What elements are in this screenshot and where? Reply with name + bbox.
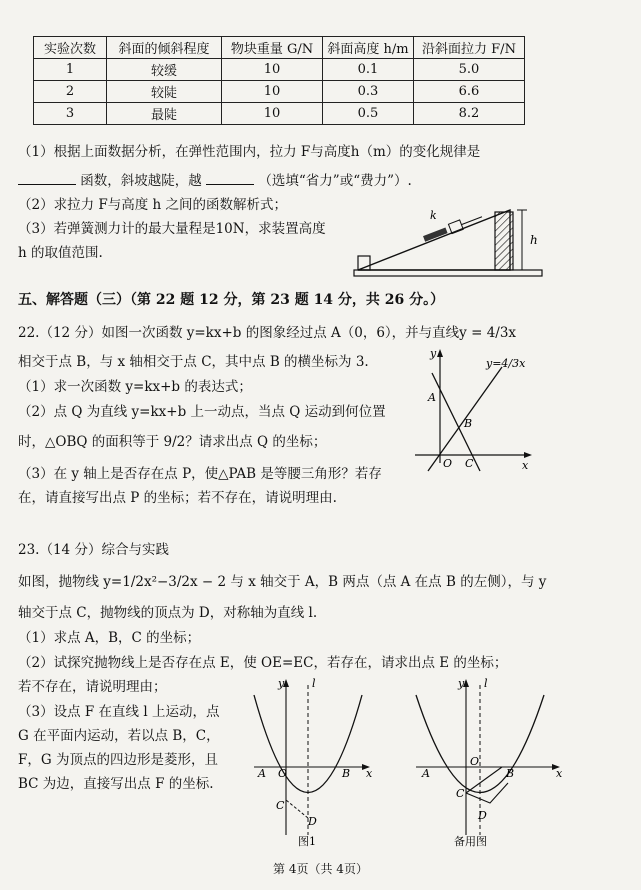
fig-y-label: y	[278, 677, 285, 690]
table-cell: 0.3	[323, 81, 414, 103]
table-cell: 2	[34, 81, 107, 103]
fig-x-label: x	[366, 767, 373, 780]
answer-blank[interactable]	[206, 170, 254, 185]
fig-point-a: A	[428, 391, 436, 404]
fig-line-label: y=4/3x	[486, 357, 526, 370]
parabola-figure-1	[250, 675, 375, 850]
fig-caption: 图1	[298, 835, 316, 848]
q22-line-3: （1）求一次函数 y=kx+b 的表达式；	[18, 379, 252, 395]
table-cell: 0.5	[323, 103, 414, 125]
table-row	[34, 59, 525, 81]
fig-y-label: y	[430, 347, 437, 360]
q23-line-10: BC 为边，直接写出点 F 的坐标.	[18, 776, 214, 792]
table-row	[34, 81, 525, 103]
table-row	[34, 103, 525, 125]
fig-l-label: l	[312, 677, 316, 690]
fig-point-c: C	[465, 457, 474, 470]
fig-x-label: x	[522, 459, 529, 472]
q23-line-5: （2）试探究抛物线上是否存在点 E，使 OE=EC，若存在，请求出点 E 的坐标；	[18, 655, 508, 671]
table-cell: 1	[34, 59, 107, 81]
fig-point-a: A	[422, 767, 430, 780]
table-header: 斜面高度 h/m	[323, 37, 414, 59]
fig-point-o: O	[443, 457, 453, 470]
fig-point-c: C	[276, 799, 285, 812]
fig-x-label: x	[556, 767, 563, 780]
q21-line-2a: 函数，斜坡越陡，越	[80, 173, 202, 189]
table-cell: 6.6	[414, 81, 525, 103]
table-cell: 较陡	[107, 81, 222, 103]
q21-line-3: （2）求拉力 F与高度 h 之间的函数解析式；	[18, 197, 288, 213]
fig-point-b: B	[464, 417, 473, 430]
q23-line-7: （3）设点 F 在直线 l 上运动，点	[18, 704, 220, 720]
q23-line-6: 若不存在，请说明理由；	[18, 679, 167, 695]
q21-line-5: h 的取值范围.	[18, 245, 103, 261]
fig-point-d: D	[478, 809, 487, 822]
fig-point-o: O	[278, 767, 288, 780]
answer-blank[interactable]	[18, 170, 76, 185]
q23-line-2: 如图，抛物线 y=1/2x²−3/2x − 2 与 x 轴交于 A，B 两点（点 A 在点 B 的左侧），与 y	[18, 574, 547, 590]
table-header: 沿斜面拉力 F/N	[414, 37, 525, 59]
page-number: 第 4页（共 4页）	[273, 862, 368, 876]
fig-point-d: D	[308, 815, 317, 828]
table-header-row	[34, 37, 525, 59]
q21-line-2	[18, 170, 412, 191]
q23-line-3: 轴交于点 C，抛物线的顶点为 D，对称轴为直线 l.	[18, 605, 318, 621]
q23-line-9: F，G 为顶点的四边形是菱形，且	[18, 752, 218, 768]
q22-line-1: 22.（12 分）如图一次函数 y=kx+b 的图象经过点 A（0，6），并与直线y = 4/3x	[18, 325, 517, 341]
fig-y-label: y	[458, 677, 465, 690]
table-cell: 10	[222, 103, 323, 125]
fig-caption: 备用图	[454, 835, 487, 848]
q22-line-7: 在，请直接写出点 P 的坐标；若不存在，请说明理由.	[18, 490, 337, 506]
fig-point-o: O	[470, 755, 480, 768]
incline-figure	[350, 192, 550, 282]
fig-l-label: l	[484, 677, 488, 690]
fig-label-h: h	[530, 233, 538, 247]
fig-point-b: B	[506, 767, 515, 780]
table-header: 斜面的倾斜程度	[107, 37, 222, 59]
table-header: 物块重量 G/N	[222, 37, 323, 59]
table-cell: 3	[34, 103, 107, 125]
parabola-figure-2	[410, 675, 570, 850]
table-header: 实验次数	[34, 37, 107, 59]
q22-line-6: （3）在 y 轴上是否存在点 P，使△PAB 是等腰三角形？若存	[18, 466, 382, 482]
table-cell: 10	[222, 81, 323, 103]
experiment-table	[33, 36, 525, 125]
fig-point-a: A	[258, 767, 266, 780]
q22-line-2: 相交于点 B，与 x 轴相交于点 C，其中点 B 的横坐标为 3.	[18, 354, 369, 370]
q21-line-1: （1）根据上面数据分析，在弹性范围内，拉力 F与高度h（m）的变化规律是	[18, 144, 481, 160]
table-cell: 5.0	[414, 59, 525, 81]
table-cell: 10	[222, 59, 323, 81]
fig-label-k: k	[430, 209, 437, 222]
q22-line-5: 时，△OBQ 的面积等于 9/2？请求出点 Q 的坐标；	[18, 434, 327, 450]
q22-line-4: （2）点 Q 为直线 y=kx+b 上一动点，当点 Q 运动到何位置	[18, 404, 386, 420]
section-heading: 五、解答题（三）（第 22 题 12 分，第 23 题 14 分，共 26 分。）	[18, 292, 445, 308]
q21-line-2b: （选填“省力”或“费力”）.	[258, 173, 412, 189]
table-cell: 最陡	[107, 103, 222, 125]
table-cell: 8.2	[414, 103, 525, 125]
fig-point-c: C	[456, 787, 465, 800]
table-cell: 较缓	[107, 59, 222, 81]
q23-line-1: 23.（14 分）综合与实践	[18, 542, 169, 558]
q23-line-4: （1）求点 A，B，C 的坐标；	[18, 630, 201, 646]
q21-line-4: （3）若弹簧测力计的最大量程是10N，求装置高度	[18, 221, 326, 237]
q22-figure	[410, 345, 535, 475]
table-cell: 0.1	[323, 59, 414, 81]
q23-line-8: G 在平面内运动，若以点 B，C，	[18, 728, 220, 744]
fig-point-b: B	[342, 767, 351, 780]
